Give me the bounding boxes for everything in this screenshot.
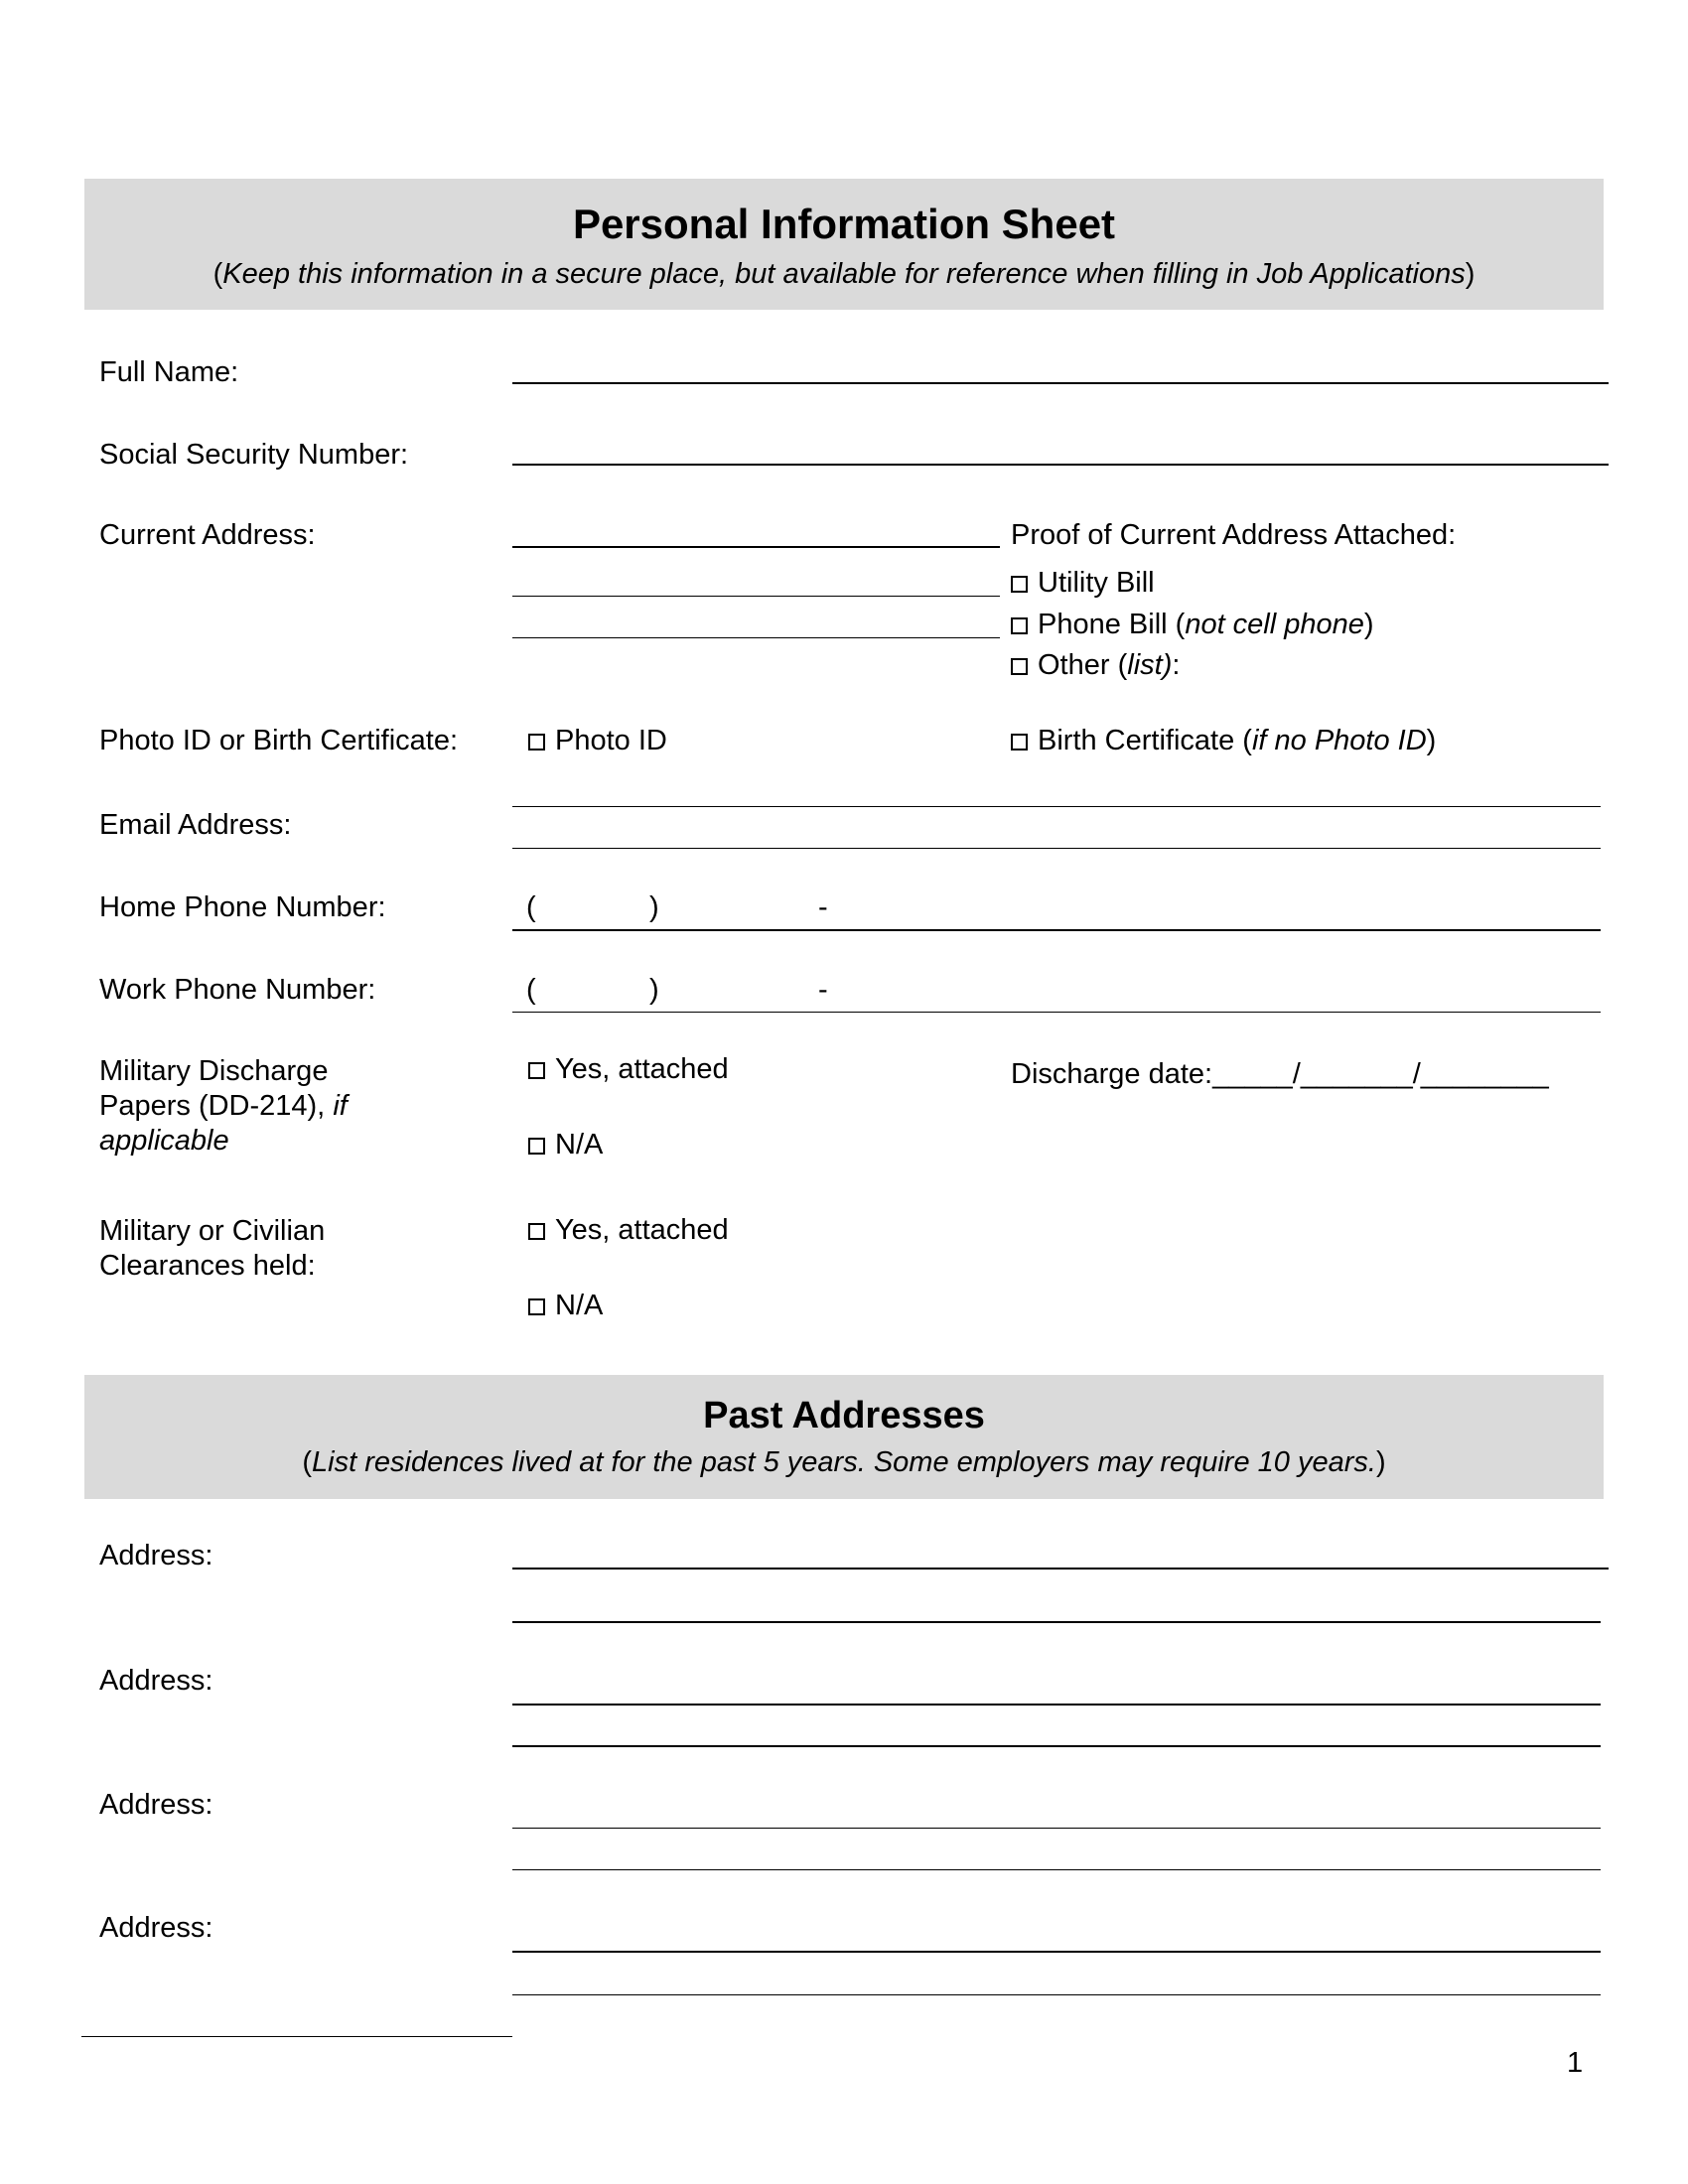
home-phone-close-paren: ) [649, 891, 659, 923]
discharge-na-label: N/A [555, 1129, 604, 1160]
page-number: 1 [1567, 2047, 1584, 2079]
past-subtitle-close: ) [1375, 1446, 1386, 1478]
current-address-line-2[interactable] [512, 596, 1000, 597]
discharge-na-option[interactable] [528, 1128, 603, 1161]
military-discharge-label-2 [99, 1089, 348, 1123]
work-phone-label: Work Phone Number: [99, 974, 376, 1006]
past-address-label-4: Address: [99, 1912, 213, 1944]
past-subtitle-text: List residences lived at for the past 5 years. Some employers may require 10 years. [312, 1446, 1376, 1478]
checkbox[interactable] [1011, 658, 1028, 675]
checkbox[interactable] [1011, 576, 1028, 593]
past-address-label-1: Address: [99, 1540, 213, 1571]
proof-other-label: Other ( [1038, 649, 1128, 681]
checkbox[interactable] [528, 1223, 545, 1240]
current-address-line-1[interactable] [512, 546, 1000, 548]
past-address-2-line-1[interactable] [512, 1704, 1601, 1706]
proof-phone-note: not cell phone [1185, 609, 1364, 640]
ssn-label: Social Security Number: [99, 439, 409, 471]
checkbox[interactable] [528, 1138, 545, 1155]
past-address-1-line-2[interactable] [512, 1621, 1601, 1623]
birth-cert-note: if no Photo ID [1251, 725, 1427, 756]
proof-utility-option[interactable] [1011, 566, 1155, 600]
current-address-line-3[interactable] [512, 637, 1000, 638]
home-phone-open-paren: ( [526, 891, 536, 923]
proof-phone-close: ) [1363, 609, 1374, 640]
footnote-separator [81, 2036, 512, 2037]
subtitle-open: ( [212, 258, 223, 290]
subtitle-close: ) [1465, 258, 1476, 290]
past-address-4-line-1[interactable] [512, 1951, 1601, 1953]
page-title: Personal Information Sheet [572, 201, 1116, 247]
work-phone-dash: - [818, 974, 828, 1006]
past-addresses-subtitle [84, 1446, 1604, 1479]
proof-other-option[interactable] [1011, 648, 1180, 682]
military-discharge-text: Papers (DD-214), [99, 1090, 326, 1122]
past-address-3-line-2[interactable] [512, 1869, 1601, 1870]
past-subtitle-open: ( [302, 1446, 313, 1478]
work-phone-field[interactable] [512, 1012, 1601, 1013]
clearances-label-1: Military or Civilian [99, 1215, 326, 1247]
photo-id-option[interactable] [528, 724, 667, 757]
birth-cert-option[interactable] [1011, 724, 1436, 757]
clearances-label-2: Clearances held: [99, 1250, 316, 1282]
military-discharge-label-3: applicable [99, 1125, 229, 1157]
full-name-field[interactable] [512, 382, 1609, 384]
past-address-label-3: Address: [99, 1789, 213, 1821]
clearances-na-label: N/A [555, 1290, 604, 1321]
past-address-4-line-2[interactable] [512, 1994, 1601, 1995]
proof-other-colon: : [1172, 649, 1181, 681]
photo-id-option-label: Photo ID [555, 725, 667, 756]
proof-heading: Proof of Current Address Attached: [1011, 519, 1457, 551]
current-address-label: Current Address: [99, 519, 316, 551]
checkbox[interactable] [528, 1298, 545, 1315]
work-phone-open-paren: ( [526, 974, 536, 1006]
discharge-date-field[interactable]: Discharge date:_____/_______/________ [1011, 1058, 1549, 1090]
home-phone-dash: - [818, 891, 828, 923]
proof-phone-label: Phone Bill ( [1038, 609, 1186, 640]
proof-phone-option[interactable] [1011, 608, 1374, 641]
discharge-yes-label: Yes, attached [555, 1053, 729, 1085]
checkbox[interactable] [528, 1062, 545, 1079]
email-line-top[interactable] [512, 806, 1601, 807]
proof-utility-label: Utility Bill [1038, 567, 1155, 599]
ssn-field[interactable] [512, 464, 1609, 466]
email-field[interactable] [512, 848, 1601, 849]
full-name-label: Full Name: [99, 356, 239, 388]
military-discharge-if: if [333, 1090, 348, 1122]
email-label: Email Address: [99, 809, 292, 841]
work-phone-close-paren: ) [649, 974, 659, 1006]
discharge-yes-option[interactable] [528, 1052, 729, 1086]
subtitle-text: Keep this information in a secure place, but available for reference when filling in Job Applications [222, 258, 1466, 290]
proof-other-note: list) [1127, 649, 1173, 681]
birth-cert-close: ) [1426, 725, 1437, 756]
page-subtitle [84, 258, 1604, 291]
clearances-yes-option[interactable] [528, 1213, 729, 1247]
military-discharge-label-1: Military Discharge [99, 1055, 329, 1087]
past-address-3-line-1[interactable] [512, 1828, 1601, 1829]
photo-id-label: Photo ID or Birth Certificate: [99, 725, 459, 756]
clearances-na-option[interactable] [528, 1289, 603, 1322]
past-address-1-line-1[interactable] [512, 1568, 1609, 1570]
birth-cert-label: Birth Certificate ( [1038, 725, 1252, 756]
home-phone-label: Home Phone Number: [99, 891, 386, 923]
clearances-yes-label: Yes, attached [555, 1214, 729, 1246]
checkbox[interactable] [1011, 734, 1028, 751]
home-phone-field[interactable] [512, 929, 1601, 931]
past-addresses-title: Past Addresses [703, 1395, 985, 1436]
past-addresses-band [84, 1375, 1604, 1499]
checkbox[interactable] [1011, 617, 1028, 634]
past-address-label-2: Address: [99, 1665, 213, 1697]
past-address-2-line-2[interactable] [512, 1745, 1601, 1747]
header-band [84, 179, 1604, 310]
checkbox[interactable] [528, 734, 545, 751]
